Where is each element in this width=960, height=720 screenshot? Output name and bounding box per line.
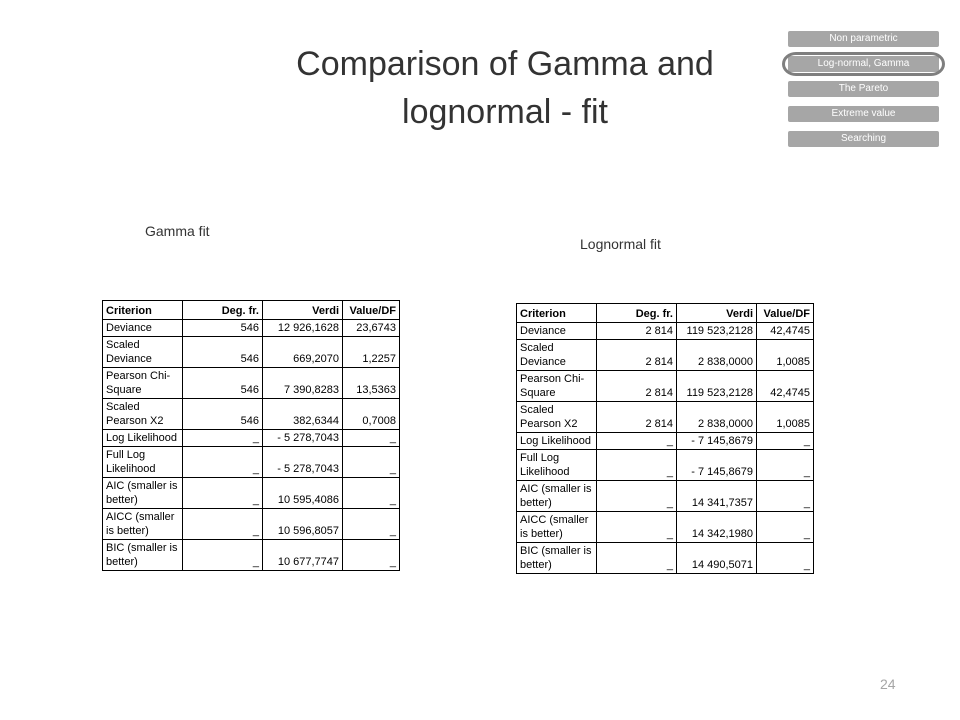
verdi-cell: 669,2070	[263, 337, 343, 368]
value-df-cell: 13,5363	[343, 368, 400, 399]
value-df-cell: _	[757, 450, 814, 481]
criterion-cell: Full Log Likelihood	[517, 450, 597, 481]
table-row	[103, 509, 400, 540]
table-row	[517, 340, 814, 371]
value-df-cell: _	[343, 509, 400, 540]
deg-fr-cell: _	[183, 447, 263, 478]
value-df-cell: _	[343, 540, 400, 571]
deg-fr-cell: _	[183, 430, 263, 447]
gamma-caption: Gamma fit	[145, 223, 210, 239]
column-header-value-df: Value/DF	[343, 301, 400, 320]
verdi-cell: - 5 278,7043	[263, 447, 343, 478]
table-row	[517, 323, 814, 340]
nav-item-non-parametric[interactable]: Non parametric	[788, 31, 939, 47]
table-header-row	[103, 301, 400, 320]
table-row	[103, 320, 400, 337]
table-row	[517, 481, 814, 512]
value-df-cell: 42,4745	[757, 371, 814, 402]
verdi-cell: 14 342,1980	[677, 512, 757, 543]
deg-fr-cell: _	[597, 481, 677, 512]
deg-fr-cell: _	[597, 450, 677, 481]
table-row	[103, 447, 400, 478]
criterion-cell: Scaled Pearson X2	[103, 399, 183, 430]
table-row	[103, 337, 400, 368]
criterion-cell: BIC (smaller is better)	[103, 540, 183, 571]
table-row	[517, 402, 814, 433]
lognormal-fit-table	[516, 303, 814, 574]
deg-fr-cell: 2 814	[597, 402, 677, 433]
table-row	[517, 512, 814, 543]
column-header-verdi: Verdi	[263, 301, 343, 320]
criterion-cell: Log Likelihood	[103, 430, 183, 447]
table-row	[517, 433, 814, 450]
criterion-cell: Deviance	[517, 323, 597, 340]
criterion-cell: AICC (smaller is better)	[517, 512, 597, 543]
criterion-cell: Scaled Pearson X2	[517, 402, 597, 433]
lognormal-caption: Lognormal fit	[580, 236, 661, 252]
table-row	[103, 430, 400, 447]
table-row	[103, 399, 400, 430]
verdi-cell: - 5 278,7043	[263, 430, 343, 447]
value-df-cell: _	[757, 512, 814, 543]
value-df-cell: _	[757, 481, 814, 512]
verdi-cell: 119 523,2128	[677, 371, 757, 402]
deg-fr-cell: 546	[183, 399, 263, 430]
verdi-cell: 10 595,4086	[263, 478, 343, 509]
deg-fr-cell: _	[597, 543, 677, 574]
column-header-verdi: Verdi	[677, 304, 757, 323]
criterion-cell: Log Likelihood	[517, 433, 597, 450]
value-df-cell: _	[343, 478, 400, 509]
slide-title: Comparison of Gamma and lognormal - fit	[296, 45, 714, 131]
verdi-cell: 119 523,2128	[677, 323, 757, 340]
criterion-cell: Scaled Deviance	[103, 337, 183, 368]
verdi-cell: 2 838,0000	[677, 340, 757, 371]
criterion-cell: Scaled Deviance	[517, 340, 597, 371]
value-df-cell: _	[757, 543, 814, 574]
criterion-cell: AIC (smaller is better)	[517, 481, 597, 512]
nav-item-pareto[interactable]: The Pareto	[788, 81, 939, 97]
criterion-cell: Deviance	[103, 320, 183, 337]
nav-item-extreme-value[interactable]: Extreme value	[788, 106, 939, 122]
deg-fr-cell: 2 814	[597, 323, 677, 340]
deg-fr-cell: _	[183, 478, 263, 509]
criterion-cell: Pearson Chi-Square	[517, 371, 597, 402]
column-header-deg-fr: Deg. fr.	[183, 301, 263, 320]
value-df-cell: _	[757, 433, 814, 450]
criterion-cell: AICC (smaller is better)	[103, 509, 183, 540]
deg-fr-cell: 2 814	[597, 371, 677, 402]
verdi-cell: 12 926,1628	[263, 320, 343, 337]
column-header-criterion: Criterion	[517, 304, 597, 323]
verdi-cell: - 7 145,8679	[677, 433, 757, 450]
table-row	[103, 368, 400, 399]
verdi-cell: 2 838,0000	[677, 402, 757, 433]
value-df-cell: 1,0085	[757, 402, 814, 433]
verdi-cell: 382,6344	[263, 399, 343, 430]
value-df-cell: 42,4745	[757, 323, 814, 340]
column-header-value-df: Value/DF	[757, 304, 814, 323]
deg-fr-cell: 546	[183, 368, 263, 399]
deg-fr-cell: _	[183, 540, 263, 571]
criterion-cell: Pearson Chi-Square	[103, 368, 183, 399]
table-header-row	[517, 304, 814, 323]
criterion-cell: AIC (smaller is better)	[103, 478, 183, 509]
value-df-cell: 1,2257	[343, 337, 400, 368]
verdi-cell: - 7 145,8679	[677, 450, 757, 481]
value-df-cell: 1,0085	[757, 340, 814, 371]
verdi-cell: 14 490,5071	[677, 543, 757, 574]
deg-fr-cell: 546	[183, 320, 263, 337]
verdi-cell: 10 596,8057	[263, 509, 343, 540]
table-row	[517, 543, 814, 574]
column-header-criterion: Criterion	[103, 301, 183, 320]
column-header-deg-fr: Deg. fr.	[597, 304, 677, 323]
deg-fr-cell: _	[597, 433, 677, 450]
verdi-cell: 7 390,8283	[263, 368, 343, 399]
deg-fr-cell: 546	[183, 337, 263, 368]
value-df-cell: 0,7008	[343, 399, 400, 430]
section-nav	[788, 31, 939, 156]
nav-item-searching[interactable]: Searching	[788, 131, 939, 147]
deg-fr-cell: _	[597, 512, 677, 543]
table-row	[103, 478, 400, 509]
table-row	[517, 371, 814, 402]
value-df-cell: 23,6743	[343, 320, 400, 337]
verdi-cell: 10 677,7747	[263, 540, 343, 571]
page-number: 24	[880, 676, 896, 692]
gamma-fit-table	[102, 300, 400, 571]
criterion-cell: BIC (smaller is better)	[517, 543, 597, 574]
nav-item-lognormal-gamma[interactable]: Log-normal, Gamma	[788, 56, 939, 72]
criterion-cell: Full Log Likelihood	[103, 447, 183, 478]
deg-fr-cell: _	[183, 509, 263, 540]
table-row	[517, 450, 814, 481]
verdi-cell: 14 341,7357	[677, 481, 757, 512]
deg-fr-cell: 2 814	[597, 340, 677, 371]
value-df-cell: _	[343, 430, 400, 447]
table-row	[103, 540, 400, 571]
value-df-cell: _	[343, 447, 400, 478]
